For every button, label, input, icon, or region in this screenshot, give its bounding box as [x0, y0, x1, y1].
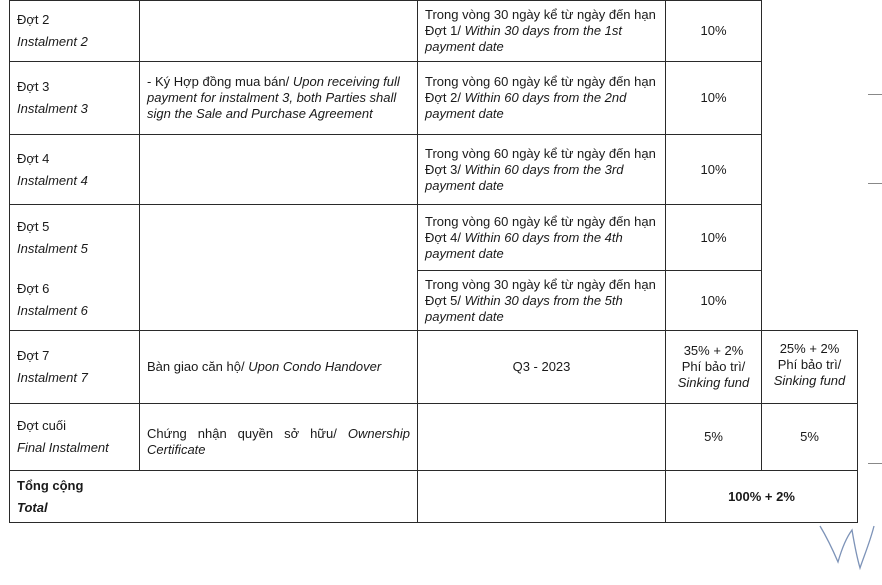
sinking-fund-label-en: Sinking fund [773, 373, 846, 388]
instalment-label-vi: Đợt 7 [17, 348, 50, 363]
total-value-cell: 100% + 2% [666, 471, 858, 523]
total-label-en: Total [17, 499, 48, 515]
instalment-label-vi: Đợt 4 [17, 150, 50, 166]
table-row [10, 205, 858, 271]
percentage-cell: 10% [666, 205, 762, 271]
condition-cell [140, 404, 418, 471]
total-row [10, 471, 858, 523]
condition-text-en: Ownership Certificate [147, 426, 410, 457]
instalment-label-vi: Đợt 2 [17, 12, 50, 27]
due-text-vi: Trong vòng 60 ngày kể từ ngày đến hạn Đợt 2/ [425, 74, 656, 105]
instalment-label-cell [10, 135, 140, 205]
due-text-vi: Trong vòng 30 ngày kể từ ngày đến hạn Đợt 5/ [425, 276, 656, 308]
total-label-vi: Tổng cộng [17, 477, 84, 493]
table-row [10, 271, 858, 331]
percentage-cell: 10% [666, 62, 762, 135]
percentage-cell [666, 331, 762, 404]
option-b-empty-cell [762, 1, 858, 331]
due-text-en: Within 60 days from the 4th payment date [425, 229, 623, 261]
due-text-vi: Trong vòng 60 ngày kể từ ngày đến hạn Đợt 4/ [425, 213, 656, 245]
condition-cell [140, 62, 418, 135]
due-text-en: Within 60 days from the 2nd payment date [425, 90, 627, 121]
condition-text-vi: Bàn giao căn hộ/ [147, 359, 245, 374]
instalment-label-vi: Đợt 5 [17, 218, 50, 234]
condition-text-vi: - Ký Hợp đồng mua bán/ [147, 74, 290, 89]
instalment-label-cell [10, 331, 140, 404]
signature-mark [818, 518, 878, 580]
instalment-label-cell [10, 1, 140, 62]
due-date-cell [418, 1, 666, 62]
instalment-label-cell [10, 62, 140, 135]
sinking-fund-label-vi: Phí bảo trì/ [681, 359, 746, 374]
instalment-label-vi: Đợt 3 [17, 79, 50, 94]
instalment-label-cell [10, 205, 140, 271]
condition-text-vi: Chứng nhận quyền sở hữu/ [147, 426, 337, 441]
condition-cell [140, 271, 418, 331]
total-label-cell [10, 471, 418, 523]
condition-text-en: Upon receiving full payment for instalment 3, both Parties shall sign the Sale and Purchase Agreement [147, 74, 400, 121]
sinking-fund-label-en: Sinking fund [677, 375, 750, 390]
percentage-cell: 10% [666, 1, 762, 62]
total-empty-cell [418, 471, 666, 523]
payment-schedule-table [9, 0, 858, 523]
due-date-cell [418, 404, 666, 471]
instalment-label-en: Instalment 2 [17, 34, 88, 49]
condition-text-en: Upon Condo Handover [248, 359, 382, 374]
option-b-percentage-cell [762, 331, 858, 404]
percentage-cell: 5% [666, 404, 762, 471]
due-text-vi: Trong vòng 30 ngày kể từ ngày đến hạn Đợt 1/ [425, 7, 656, 38]
condition-cell [140, 331, 418, 404]
due-date-cell [418, 271, 666, 331]
margin-rule [868, 463, 882, 464]
option-b-percentage-cell: 5% [762, 404, 858, 471]
due-date-cell [418, 62, 666, 135]
due-text-en: Within 30 days from the 5th payment date [425, 292, 623, 324]
table-row [10, 331, 858, 404]
instalment-label-vi: Đợt cuối [17, 418, 66, 433]
due-text-vi: Trong vòng 60 ngày kể từ ngày đến hạn Đợt 3/ [425, 145, 656, 177]
due-date-cell [418, 205, 666, 271]
table-row [10, 404, 858, 471]
instalment-label-en: Instalment 3 [17, 101, 88, 116]
margin-rule [868, 183, 882, 184]
table-row [10, 1, 858, 62]
instalment-label-cell [10, 404, 140, 471]
percentage-value: 25% + 2% [779, 341, 840, 356]
instalment-label-cell [10, 271, 140, 331]
due-date-cell: Q3 - 2023 [418, 331, 666, 404]
instalment-label-en: Instalment 5 [17, 240, 88, 256]
instalment-label-en: Instalment 4 [17, 172, 88, 188]
due-date-cell [418, 135, 666, 205]
table-row [10, 62, 858, 135]
percentage-cell: 10% [666, 135, 762, 205]
table-row [10, 135, 858, 205]
condition-cell [140, 135, 418, 205]
condition-cell [140, 205, 418, 271]
instalment-label-en: Instalment 6 [17, 303, 88, 319]
sinking-fund-label-vi: Phí bảo trì/ [777, 357, 842, 372]
instalment-label-en: Final Instalment [17, 440, 109, 455]
margin-rule [868, 94, 882, 95]
percentage-cell: 10% [666, 271, 762, 331]
due-text-en: Within 30 days from the 1st payment date [425, 23, 623, 54]
due-text-en: Within 60 days from the 3rd payment date [425, 161, 624, 193]
percentage-value: 35% + 2% [683, 343, 744, 358]
condition-cell [140, 1, 418, 62]
instalment-label-vi: Đợt 6 [17, 281, 50, 297]
instalment-label-en: Instalment 7 [17, 370, 88, 385]
